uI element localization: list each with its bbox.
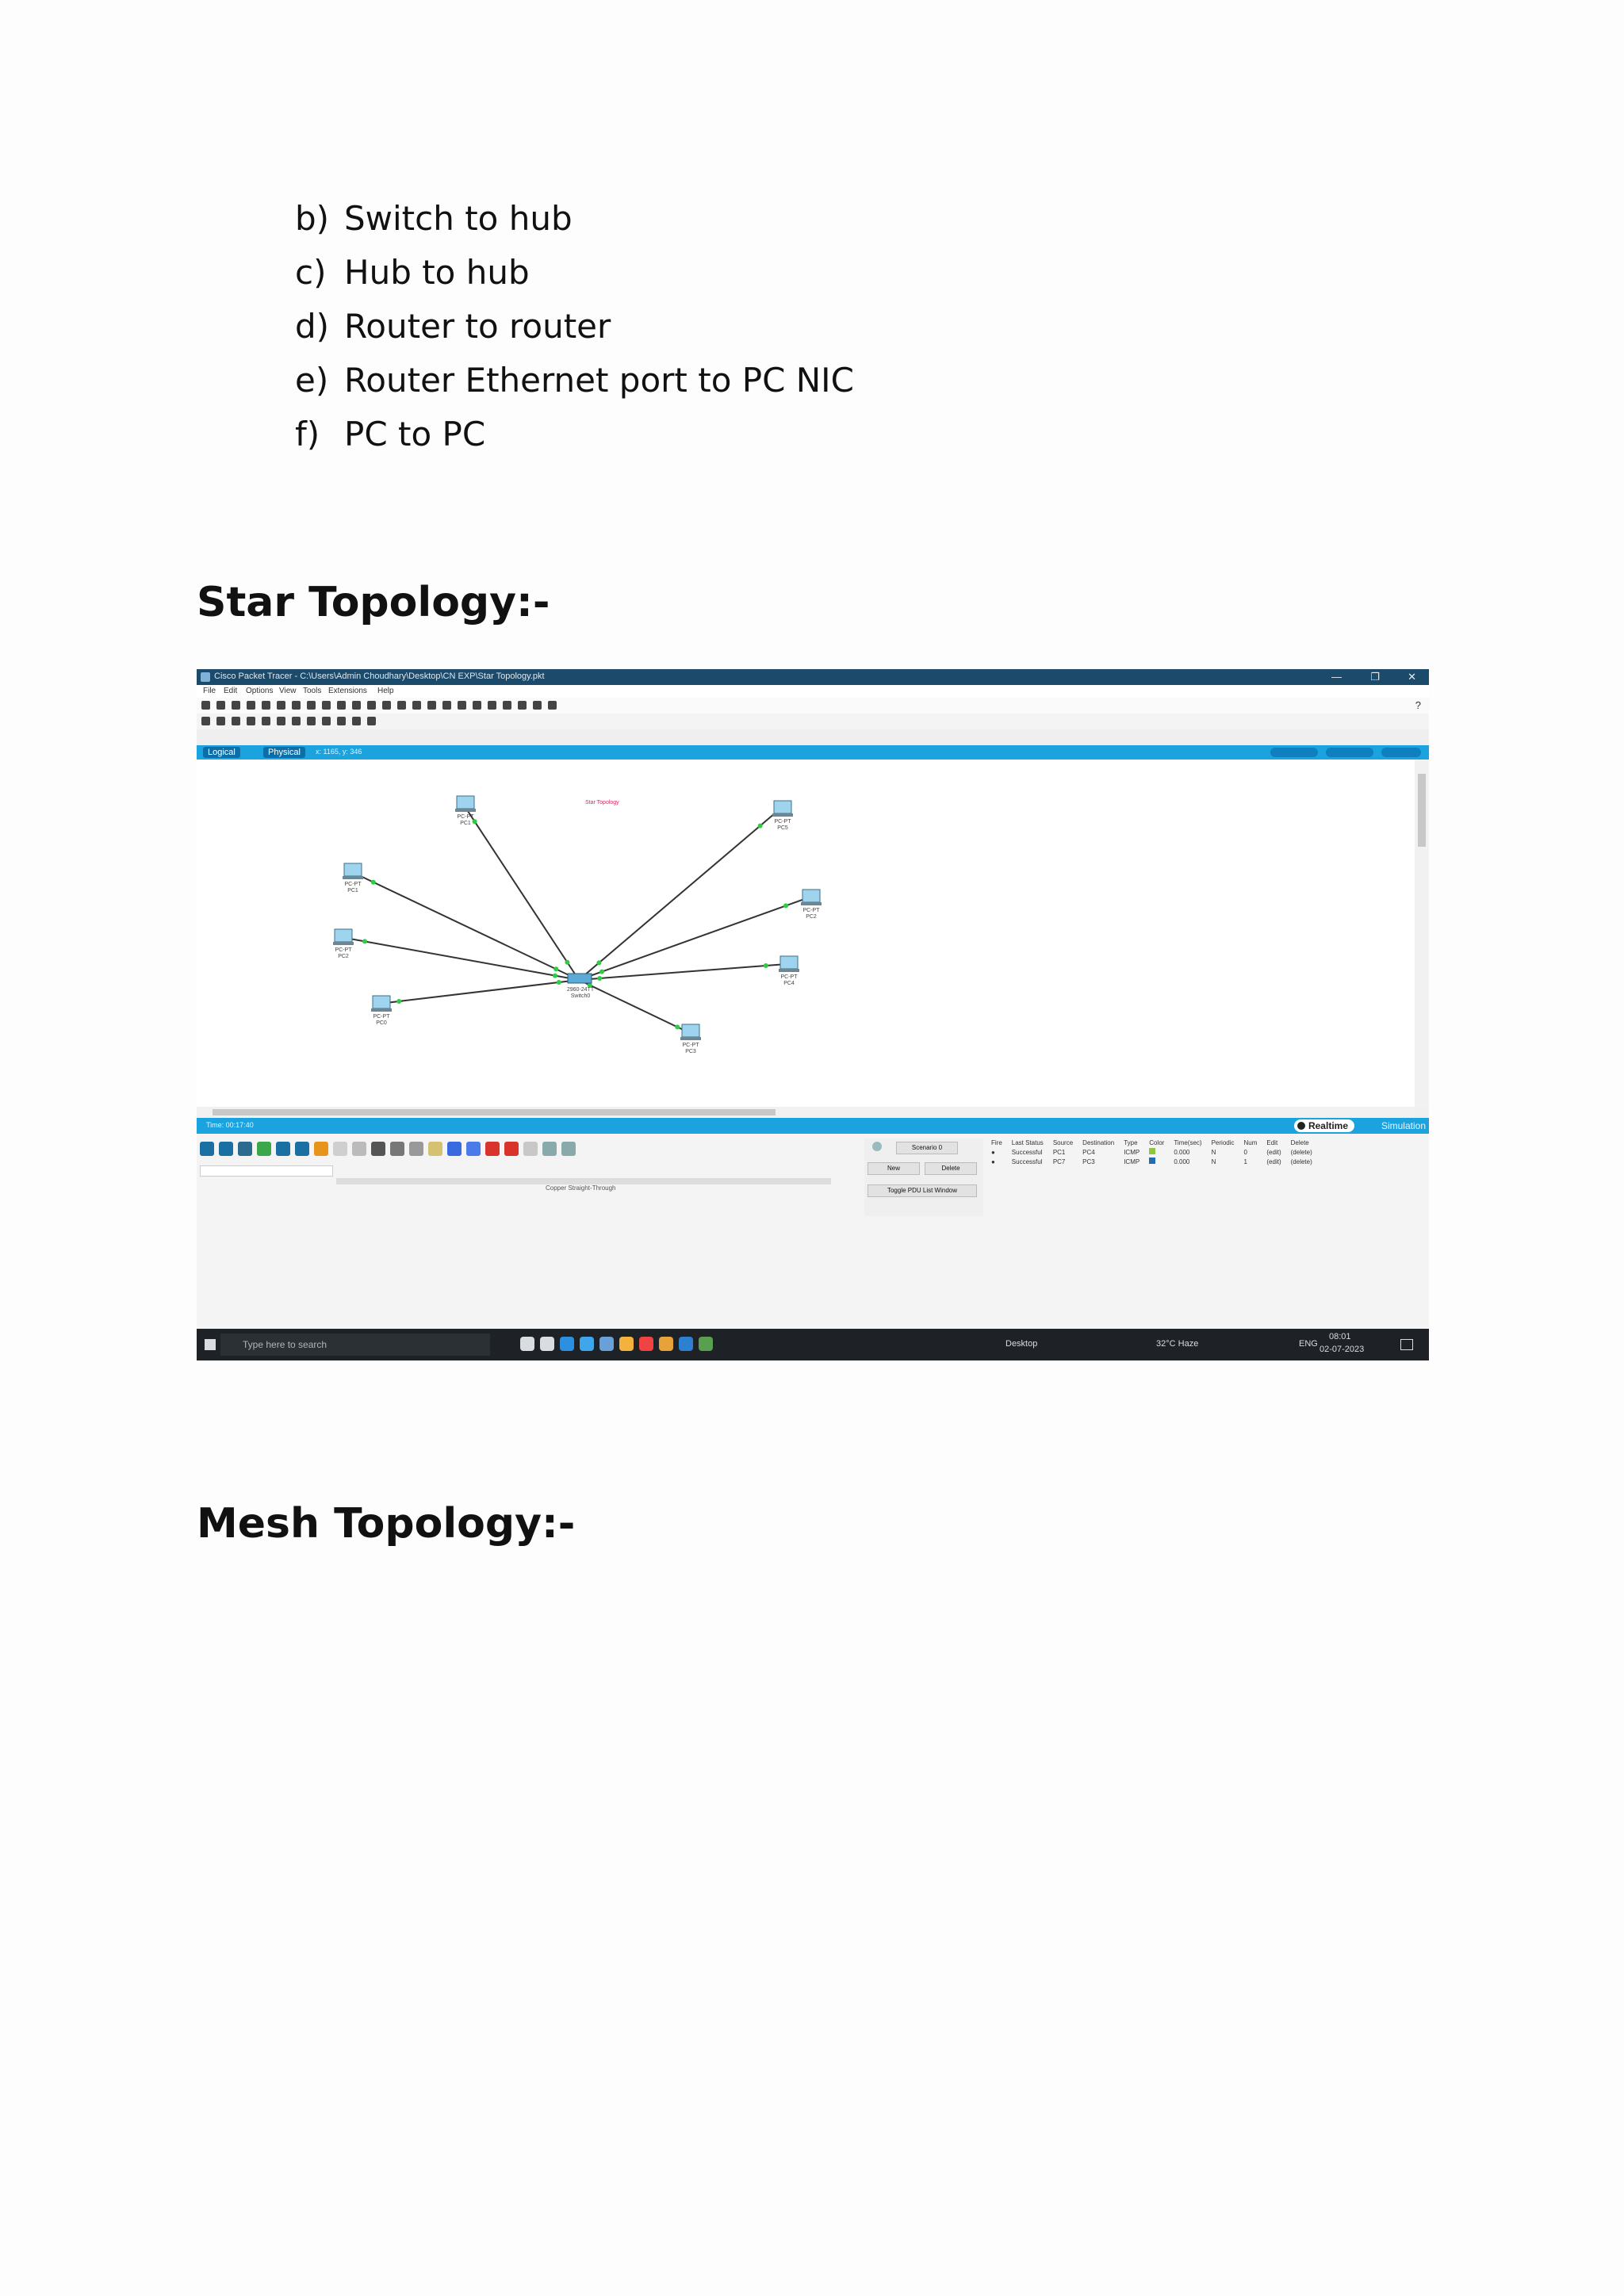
link-status-light <box>473 819 477 824</box>
window-titlebar <box>197 669 1429 685</box>
switch-model-label: 2960-24TT <box>566 987 595 993</box>
toolbar-tool-icon[interactable] <box>322 701 331 710</box>
workspace-tabbar <box>197 745 1429 760</box>
taskbar-search[interactable]: Type here to search <box>220 1334 490 1356</box>
pdu-column-header: Color <box>1149 1139 1165 1146</box>
secondary-toolbar <box>197 714 1429 729</box>
link-status-light <box>553 974 557 978</box>
packet-tracer-screenshot <box>197 669 1429 1360</box>
pc-keyboard <box>455 809 476 812</box>
pdu-cell: Successful <box>1011 1148 1043 1156</box>
pc-keyboard <box>371 1008 392 1012</box>
pc-node[interactable] <box>779 956 799 986</box>
time-display <box>1381 748 1421 757</box>
toolbar-tool-icon[interactable] <box>352 701 361 710</box>
pc-icon <box>774 801 791 813</box>
link-status-light <box>596 960 601 965</box>
clock-date[interactable]: 02-07-2023 <box>1320 1345 1365 1354</box>
new-scenario-button[interactable]: New <box>868 1162 920 1175</box>
scenario-select[interactable]: Scenario 0 <box>896 1142 958 1154</box>
drawing-toolbar <box>197 729 1429 745</box>
pdu-cell: 0.000 <box>1174 1148 1190 1156</box>
clock-icon <box>1297 1122 1305 1130</box>
toolbar-tool-icon[interactable] <box>427 701 436 710</box>
list-text: PC to PC <box>344 415 486 453</box>
edit-tool-icon[interactable] <box>292 717 301 725</box>
menu-view[interactable]: View <box>279 687 297 695</box>
pdu-cell: PC7 <box>1052 1158 1066 1165</box>
pc-name-label: PC4 <box>783 981 795 986</box>
root-button[interactable] <box>1270 748 1318 757</box>
pc-name-label: PC2 <box>806 914 817 920</box>
clock-time[interactable]: 08:01 <box>1329 1332 1351 1341</box>
pdu-cell[interactable]: (edit) <box>1266 1158 1281 1165</box>
toolbar-tool-icon[interactable] <box>548 701 557 710</box>
device-search-field[interactable] <box>200 1165 333 1177</box>
cable-type-icon[interactable] <box>447 1142 462 1156</box>
pc-name-label: PC0 <box>376 1020 387 1026</box>
pdu-cell: Successful <box>1011 1158 1043 1165</box>
pc-icon <box>802 890 820 902</box>
taskbar-app-icon[interactable] <box>599 1337 614 1351</box>
pdu-cell: 1 <box>1243 1158 1247 1165</box>
taskbar-app-icon[interactable] <box>520 1337 534 1351</box>
toolbar-tool-icon[interactable] <box>503 701 511 710</box>
cable-type-icon[interactable] <box>352 1142 366 1156</box>
list-text: Hub to hub <box>344 253 530 292</box>
pc-icon <box>344 863 362 876</box>
toolbar-tool-icon[interactable] <box>488 701 496 710</box>
device-category-icon[interactable] <box>238 1142 252 1156</box>
pdu-row[interactable] <box>986 1157 1317 1166</box>
pdu-cell: N <box>1211 1148 1216 1156</box>
pdu-cell: PC3 <box>1082 1158 1095 1165</box>
pdu-column-header: Destination <box>1082 1139 1115 1146</box>
cable-type-icon[interactable] <box>390 1142 404 1156</box>
pc-keyboard <box>801 902 822 905</box>
tab-logical[interactable]: Logical <box>203 747 240 758</box>
pdu-cell: N <box>1211 1158 1216 1165</box>
pc-node[interactable] <box>772 801 793 831</box>
cursor-coordinates: x: 1165, y: 346 <box>316 748 362 756</box>
pdu-column-header: Periodic <box>1211 1139 1235 1146</box>
taskbar-app-icon[interactable] <box>659 1337 673 1351</box>
ethernet-cable[interactable] <box>579 980 688 1032</box>
device-category-icon[interactable] <box>314 1142 328 1156</box>
cable-type-icon[interactable] <box>371 1142 385 1156</box>
pc-name-label: PC2 <box>338 954 349 959</box>
pdu-cell <box>1144 1147 1169 1157</box>
pdu-header-row <box>986 1138 1317 1147</box>
realtime-label: Realtime <box>1308 1120 1348 1131</box>
pdu-cell[interactable]: ● <box>991 1158 995 1165</box>
link-status-light <box>675 1024 680 1029</box>
main-toolbar <box>197 698 1429 714</box>
language-indicator[interactable]: ENG <box>1299 1339 1318 1349</box>
pc-node[interactable] <box>343 863 363 894</box>
switch-name-label: Switch0 <box>570 993 591 999</box>
logical-workspace[interactable] <box>197 760 1415 1107</box>
toolbar-tool-icon[interactable] <box>277 701 285 710</box>
list-item <box>295 192 854 246</box>
simulation-mode-button[interactable]: Simulation <box>1381 1120 1426 1131</box>
pc-model-label: PC-PT <box>682 1043 699 1048</box>
taskbar-app-icon[interactable] <box>580 1337 594 1351</box>
simulation-time: Time: 00:17:40 <box>206 1121 254 1129</box>
toolbar-tool-icon[interactable] <box>262 701 270 710</box>
cable-type-icon[interactable] <box>523 1142 538 1156</box>
toolbar-tool-icon[interactable] <box>232 701 240 710</box>
pdu-column-header: Type <box>1124 1139 1138 1146</box>
link-status-light <box>758 824 763 828</box>
pc-keyboard <box>343 876 363 879</box>
device-category-icon[interactable] <box>200 1142 214 1156</box>
horizontal-scrollbar[interactable] <box>197 1107 1415 1118</box>
pc-model-label: PC-PT <box>780 974 798 980</box>
link-status-light <box>362 939 367 943</box>
taskbar-app-icon[interactable] <box>679 1337 693 1351</box>
pc-node[interactable] <box>371 996 392 1026</box>
taskbar-app-icon[interactable] <box>560 1337 574 1351</box>
list-item <box>295 300 854 354</box>
toolbar-tool-icon[interactable] <box>442 701 451 710</box>
toolbar-tool-icon[interactable] <box>412 701 421 710</box>
menu-edit[interactable]: Edit <box>224 687 238 695</box>
pc-name-label: PC1 <box>460 821 471 826</box>
maximize-button[interactable]: ❐ <box>1370 671 1380 683</box>
pc-keyboard <box>779 969 799 972</box>
heading-star-topology: Star Topology:- <box>197 579 550 626</box>
device-panel <box>197 1134 1429 1329</box>
pc-name-label: PC5 <box>777 825 788 831</box>
pc-keyboard <box>333 942 354 945</box>
edit-tool-icon[interactable] <box>232 717 240 725</box>
edit-tool-icon[interactable] <box>247 717 255 725</box>
notification-icon[interactable] <box>1400 1339 1413 1350</box>
minimize-button[interactable]: — <box>1331 671 1342 683</box>
close-button[interactable]: ✕ <box>1408 671 1416 683</box>
horizontal-scroll-thumb[interactable] <box>213 1109 776 1115</box>
edit-tool-icon[interactable] <box>367 717 376 725</box>
fire-icon[interactable] <box>872 1142 882 1151</box>
menu-file[interactable]: File <box>203 687 216 695</box>
pc-icon <box>457 796 474 809</box>
link-status-light <box>553 966 558 971</box>
cable-type-icon[interactable] <box>485 1142 500 1156</box>
list-text: Router Ethernet port to PC NIC <box>344 361 854 400</box>
toolbar-tool-icon[interactable] <box>397 701 406 710</box>
ethernet-cable[interactable] <box>579 897 809 980</box>
canvas-title: Star Topology <box>585 800 619 806</box>
connection-list <box>295 192 854 461</box>
link-status-light <box>597 976 602 981</box>
pdu-cell[interactable]: (delete) <box>1290 1158 1312 1165</box>
list-item <box>295 408 854 461</box>
toolbar-tool-icon[interactable] <box>458 701 466 710</box>
menu-extensions[interactable]: Extensions <box>328 687 367 695</box>
pc-name-label: PC3 <box>685 1049 696 1054</box>
help-icon[interactable]: ? <box>1415 699 1421 711</box>
cable-type-icon[interactable] <box>542 1142 557 1156</box>
pdu-cell[interactable]: (edit) <box>1266 1148 1281 1156</box>
pc-model-label: PC-PT <box>802 908 820 913</box>
cable-type-icon[interactable] <box>561 1142 576 1156</box>
pdu-color-swatch <box>1149 1148 1155 1154</box>
topology-canvas <box>197 760 1415 1107</box>
device-category-icon[interactable] <box>219 1142 233 1156</box>
toolbar-tool-icon[interactable] <box>473 701 481 710</box>
taskbar-app-icon[interactable] <box>619 1337 634 1351</box>
pdu-column-header: Fire <box>991 1139 1002 1146</box>
taskbar-app-icon[interactable] <box>699 1337 713 1351</box>
toolbar-tool-icon[interactable] <box>533 701 542 710</box>
cable-type-icon[interactable] <box>428 1142 442 1156</box>
window-title: Cisco Packet Tracer - C:\Users\Admin Choudhary\Desktop\CN EXP\Star Topology.pkt <box>214 672 545 681</box>
link-status-light <box>396 999 401 1004</box>
menu-bar <box>197 685 1429 698</box>
toolbar-tool-icon[interactable] <box>216 701 225 710</box>
pdu-column-header: Last Status <box>1011 1139 1044 1146</box>
pc-node[interactable] <box>333 929 354 959</box>
desktop-toolbar[interactable]: Desktop <box>1005 1339 1038 1349</box>
windows-start-icon[interactable] <box>205 1339 216 1350</box>
list-item <box>295 354 854 408</box>
pdu-column-header: Delete <box>1290 1139 1309 1146</box>
menu-help[interactable]: Help <box>377 687 394 695</box>
menu-options[interactable]: Options <box>246 687 274 695</box>
scenario-panel <box>864 1138 983 1216</box>
pc-icon <box>373 996 390 1008</box>
edit-tool-icon[interactable] <box>322 717 331 725</box>
pdu-list <box>986 1138 1426 1216</box>
cable-type-icon[interactable] <box>466 1142 481 1156</box>
pdu-column-header: Source <box>1052 1139 1074 1146</box>
viewport-button[interactable] <box>1326 748 1373 757</box>
selected-cable-label: Copper Straight-Through <box>546 1184 616 1192</box>
device-scrollbar[interactable] <box>336 1178 831 1184</box>
vertical-scroll-thumb[interactable] <box>1418 774 1426 847</box>
edit-tool-icon[interactable] <box>201 717 210 725</box>
list-marker: c) <box>295 253 327 292</box>
device-category-icon[interactable] <box>276 1142 290 1156</box>
packet-tracer-icon <box>201 672 210 682</box>
pdu-cell: ICMP <box>1124 1158 1140 1165</box>
pc-node[interactable] <box>680 1024 701 1054</box>
ethernet-cable[interactable] <box>379 980 579 1004</box>
pc-keyboard <box>772 813 793 817</box>
ethernet-cable[interactable] <box>579 964 787 980</box>
list-item <box>295 246 854 300</box>
pdu-cell: PC4 <box>1082 1148 1095 1156</box>
link-status-light <box>565 960 569 965</box>
list-marker: f) <box>295 415 320 453</box>
pdu-column-header: Time(sec) <box>1174 1139 1202 1146</box>
pc-icon <box>780 956 798 969</box>
device-category-icon[interactable] <box>257 1142 271 1156</box>
link-status-light <box>783 903 788 908</box>
list-text: Switch to hub <box>344 199 573 238</box>
toolbar-tool-icon[interactable] <box>337 701 346 710</box>
mode-bar <box>197 1118 1429 1134</box>
pdu-cell[interactable]: (delete) <box>1290 1148 1312 1156</box>
pc-icon <box>682 1024 699 1037</box>
ethernet-cable[interactable] <box>463 804 579 980</box>
switch-icon <box>568 974 592 983</box>
device-category-icon[interactable] <box>295 1142 309 1156</box>
list-marker: e) <box>295 361 329 400</box>
link-status-light <box>764 963 768 968</box>
vertical-scrollbar[interactable] <box>1415 760 1429 1107</box>
pc-model-label: PC-PT <box>344 882 362 887</box>
toolbar-tool-icon[interactable] <box>367 701 376 710</box>
cable-type-icon[interactable] <box>409 1142 423 1156</box>
toolbar-tool-icon[interactable] <box>307 701 316 710</box>
toolbar-tool-icon[interactable] <box>518 701 527 710</box>
taskbar-app-icon[interactable] <box>639 1337 653 1351</box>
taskbar-app-icon[interactable] <box>540 1337 554 1351</box>
edit-tool-icon[interactable] <box>352 717 361 725</box>
menu-tools[interactable]: Tools <box>303 687 322 695</box>
cable-type-icon[interactable] <box>504 1142 519 1156</box>
device-nodes <box>333 796 822 1054</box>
pc-model-label: PC-PT <box>335 947 352 953</box>
realtime-mode-button[interactable] <box>1294 1119 1354 1132</box>
pdu-cell <box>1144 1157 1169 1166</box>
list-text: Router to router <box>344 307 611 346</box>
cable-type-icon[interactable] <box>333 1142 347 1156</box>
list-marker: b) <box>295 199 330 238</box>
edit-tool-icon[interactable] <box>216 717 225 725</box>
list-marker: d) <box>295 307 330 346</box>
link-status-light <box>557 980 561 985</box>
weather-widget[interactable]: 32°C Haze <box>1156 1339 1199 1349</box>
pc-name-label: PC1 <box>347 888 358 894</box>
ethernet-cable[interactable] <box>350 871 579 980</box>
pc-node[interactable] <box>801 890 822 920</box>
pdu-cell[interactable]: ● <box>991 1148 995 1156</box>
ethernet-cable[interactable] <box>341 937 579 980</box>
toolbar-tool-icon[interactable] <box>382 701 391 710</box>
heading-mesh-topology: Mesh Topology:- <box>197 1500 576 1548</box>
link-status-light <box>371 880 376 885</box>
pdu-cell: PC1 <box>1052 1148 1066 1156</box>
pdu-row[interactable] <box>986 1147 1317 1157</box>
edit-tool-icon[interactable] <box>277 717 285 725</box>
toolbar-tool-icon[interactable] <box>201 701 210 710</box>
pdu-color-swatch <box>1149 1158 1155 1164</box>
pc-keyboard <box>680 1037 701 1040</box>
edit-tool-icon[interactable] <box>307 717 316 725</box>
pc-model-label: PC-PT <box>457 814 474 820</box>
pdu-cell: 0.000 <box>1174 1158 1190 1165</box>
pdu-column-header: Edit <box>1266 1139 1278 1146</box>
pdu-cell: 0 <box>1243 1148 1247 1156</box>
ethernet-cable[interactable] <box>579 809 780 980</box>
edit-tool-icon[interactable] <box>337 717 346 725</box>
toolbar-tool-icon[interactable] <box>292 701 301 710</box>
pdu-column-header: Num <box>1243 1139 1258 1146</box>
toolbar-tool-icon[interactable] <box>247 701 255 710</box>
pdu-cell: ICMP <box>1124 1148 1140 1156</box>
pc-model-label: PC-PT <box>774 819 791 825</box>
pc-icon <box>335 929 352 942</box>
delete-scenario-button[interactable]: Delete <box>925 1162 977 1175</box>
link-status-light <box>599 970 604 974</box>
edit-tool-icon[interactable] <box>262 717 270 725</box>
pc-model-label: PC-PT <box>373 1014 390 1020</box>
windows-taskbar <box>197 1329 1429 1360</box>
toggle-pdu-list-button[interactable]: Toggle PDU List Window <box>868 1184 977 1197</box>
tab-physical[interactable]: Physical <box>263 747 305 758</box>
